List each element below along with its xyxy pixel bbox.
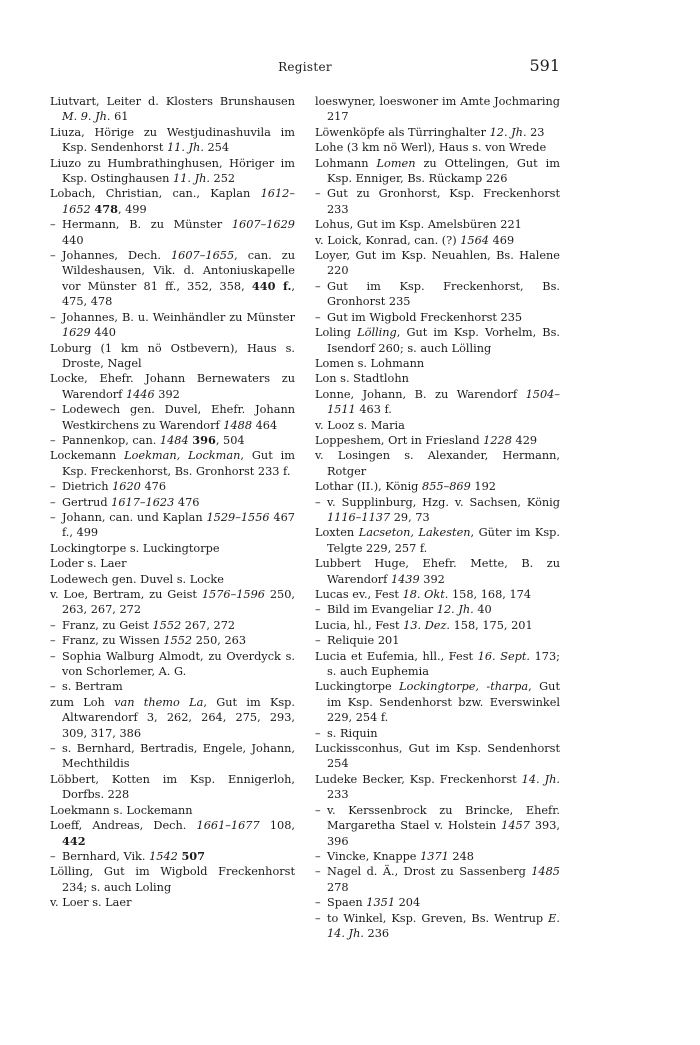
entry-dash: – [50, 618, 56, 632]
entry-dash: – [50, 849, 56, 863]
entry-italic-text: 1661–1677 [196, 819, 260, 833]
entry-text: Locke, Ehefr. Johann Bernewaters zu Warendorf [50, 372, 295, 401]
entry-text: s. Riquin [327, 726, 378, 740]
entry-italic-text: 13. Dez. [403, 618, 450, 632]
entry-text: Johannes, Dech. [62, 249, 171, 263]
entry-text: zum Loh [50, 695, 115, 709]
index-subentry [315, 911, 560, 942]
index-entry [315, 772, 560, 803]
entry-italic-text: 1446 [125, 387, 155, 401]
index-entry [50, 864, 295, 895]
entry-text: 252 [209, 172, 236, 186]
entry-italic-text: 1617–1623 [111, 495, 175, 509]
entry-dash: – [315, 911, 321, 925]
index-entry [315, 649, 560, 680]
entry-text: Lohus, Gut im Ksp. Amelsbüren 221 [315, 218, 522, 232]
running-head: Register [278, 60, 332, 74]
index-entry [50, 125, 295, 156]
entry-bold-text: 478 [94, 201, 118, 216]
entry-italic-text: 1542 [149, 849, 178, 863]
entry-text: Loeff, Andreas, Dech. [50, 819, 197, 833]
entry-bold-text: 442 [62, 833, 86, 848]
entry-italic-text: 1620 [112, 480, 141, 494]
entry-italic-text: 18. Okt. [402, 588, 449, 601]
index-subentry [50, 633, 295, 648]
index-subentry [50, 402, 295, 433]
entry-italic-text: Lacseton, Lakesten [358, 526, 471, 540]
index-entry [50, 156, 295, 187]
index-entry [315, 233, 560, 248]
entry-dash: – [50, 742, 56, 756]
entry-text: Lockemann [50, 449, 125, 463]
index-entry [315, 217, 560, 232]
entry-italic-text: 1529–1556 [206, 510, 270, 524]
entry-text: Gertrud [62, 495, 112, 509]
entry-italic-text: 1564 [460, 233, 489, 247]
entry-italic-text: 855–869 [422, 480, 471, 494]
entry-text: 173; s. auch Euphemia [327, 649, 560, 679]
entry-text: Lothar (II.), König [315, 480, 423, 494]
index-entry [50, 94, 295, 125]
index-entry [315, 556, 560, 587]
index-subentry [50, 433, 295, 448]
index-entry [315, 433, 560, 448]
index-entry [50, 895, 295, 910]
entry-text: Bernhard, Vik. [62, 849, 150, 863]
index-entry [50, 541, 295, 556]
entry-italic-text: 1629 [62, 326, 91, 340]
entry-text: v. Looz s. Maria [315, 418, 405, 432]
entry-italic-text: Loekman, Lockman [124, 449, 241, 463]
entry-italic-text: 1488 [223, 418, 253, 432]
entry-text: , Gut im Ksp. Freckenhorst, Bs. Gronhorst 233 f. [62, 449, 295, 478]
entry-dash: – [50, 634, 56, 648]
entry-italic-text: 16. Sept. [477, 649, 531, 663]
entry-text: 158, 175, 201 [449, 618, 533, 632]
entry-text: 29, 73 [390, 510, 430, 524]
entry-italic-text: Lomen [376, 156, 416, 170]
entry-text: Loder s. Laer [50, 557, 127, 571]
entry-text: Gut zu Gronhorst, Ksp. Freckenhorst 233 [327, 187, 560, 216]
entry-text: Franz, zu Geist [62, 618, 153, 632]
index-subentry [315, 849, 560, 864]
entry-text: Lockingtorpe s. Luckingtorpe [50, 541, 220, 555]
entry-text: Lon s. Stadtlohn [315, 372, 409, 386]
entry-text: Liuzo zu Humbrathinghusen, Höriger im Ksp. Ostinghausen [50, 156, 295, 186]
entry-text: Nagel d. Ä., Drost zu Sassenberg [327, 865, 532, 879]
entry-text: Löbbert, Kotten im Ksp. Ennigerloh, Dorfbs. 228 [50, 772, 295, 802]
index-subentry [50, 248, 295, 310]
entry-italic-text: 1552 [152, 618, 182, 632]
entry-text: v. Loer s. Laer [50, 896, 132, 910]
entry-italic-text: 11. Jh. [173, 172, 210, 186]
entry-text: Loling [315, 326, 358, 340]
index-subentry [50, 649, 295, 680]
index-subentry [315, 803, 560, 849]
entry-dash: – [50, 480, 56, 494]
entry-text: 392 [419, 572, 445, 586]
entry-text: Lomen s. Lohmann [315, 356, 425, 370]
entry-dash: – [50, 249, 56, 263]
entry-text: 192 [470, 480, 496, 494]
entry-text: Liuza, Hörige zu Westjudinashuvila im Ksp. Sendenhorst [50, 125, 295, 155]
entry-text: 464 [252, 418, 278, 432]
entry-italic-text: van themo La [114, 695, 204, 709]
index-subentry [315, 310, 560, 325]
entry-text: 250, 263 [192, 634, 247, 648]
entry-italic-text: 1457 [501, 819, 530, 833]
index-entry [315, 479, 560, 494]
index-subentry [50, 741, 295, 772]
entry-text: 158, 168, 174 [448, 588, 532, 601]
entry-dash: – [50, 510, 56, 524]
entry-text: Lucia et Eufemia, hll., Fest [315, 649, 478, 663]
entry-dash: – [50, 495, 56, 509]
entry-text: Gut im Wigbold Freckenhorst 235 [327, 310, 523, 324]
entry-italic-text: 12. Jh. [489, 125, 527, 139]
entry-dash: – [315, 896, 321, 910]
index-subentry [50, 495, 295, 510]
entry-text: Loxten [315, 526, 359, 540]
entry-text: 61 [110, 110, 129, 124]
index-entry [315, 325, 560, 356]
index-entry [315, 156, 560, 187]
index-column-right [315, 94, 560, 941]
index-entry [315, 418, 560, 433]
entry-text: Loburg (1 km nö Ostbevern), Haus s. Droste, Nagel [50, 341, 295, 370]
index-subentry [50, 849, 295, 864]
entry-text: Lodewech gen. Duvel, Ehefr. Johann Westkirchens zu Warendorf [62, 403, 295, 432]
index-entry [50, 803, 295, 818]
index-subentry [315, 495, 560, 526]
entry-bold-text: 396 [192, 432, 216, 447]
entry-dash: – [50, 218, 56, 232]
index-subentry [315, 633, 560, 648]
entry-text: Liutvart, Leiter d. Klosters Brunshausen [50, 95, 295, 108]
entry-text: Löwenköpfe als Türringhalter [315, 125, 490, 139]
entry-text: , 475, 478 [62, 279, 295, 309]
entry-text: Lölling, Gut im Wigbold Freckenhorst 234; s. auch Loling [50, 865, 295, 894]
index-entry [315, 448, 560, 479]
index-entry [315, 140, 560, 155]
entry-text: v. Losingen s. Alexander, Hermann, Rotger [315, 449, 560, 478]
entry-italic-text: M. 9. Jh. [62, 110, 111, 124]
entry-text: 440 [90, 326, 116, 340]
entry-text: Luckissconhus, Gut im Ksp. Sendenhorst 254 [315, 742, 560, 771]
entry-text: Hermann, B. zu Münster [62, 218, 232, 232]
entry-text: Lobach, Christian, can., Kaplan [50, 187, 261, 201]
entry-italic-text: 1351 [366, 896, 396, 910]
entry-text: , 499 [117, 202, 147, 216]
index-entry [50, 695, 295, 741]
entry-italic-text: Lockingtorpe, -tharpa [399, 680, 529, 694]
entry-text: 267, 272 [181, 618, 236, 632]
entry-text: Loppeshem, Ort in Friesland [315, 433, 484, 447]
index-subentry [50, 217, 295, 248]
entry-italic-text: 14. Jh. [521, 772, 560, 786]
index-entry [315, 248, 560, 279]
entry-italic-text: 12. Jh. [436, 603, 474, 617]
entry-dash: – [50, 403, 56, 417]
entry-text: 23 [526, 125, 545, 139]
entry-dash: – [50, 310, 56, 324]
entry-text: Lonne, Johann, B. zu Warendorf [315, 387, 526, 401]
entry-text: s. Bertram [62, 680, 123, 694]
index-entry [50, 186, 295, 217]
entry-text: Lodewech gen. Duvel s. Locke [50, 572, 224, 586]
entry-text: to Winkel, Ksp. Greven, Bs. Wentrup [327, 911, 549, 925]
page-header [50, 56, 560, 86]
entry-text: 40 [473, 603, 492, 617]
entry-text: Sophia Walburg Almodt, zu Overdyck s. von Schorlemer, A. G. [62, 649, 295, 679]
index-entry [315, 618, 560, 633]
entry-italic-text: 1228 [483, 433, 512, 447]
index-subentry [50, 618, 295, 633]
index-column-left [50, 94, 295, 911]
entry-text: Vincke, Knappe [327, 849, 421, 863]
entry-dash: – [50, 680, 56, 694]
entry-text: 429 [511, 433, 538, 447]
entry-text: Johannes, B. u. Weinhändler zu Münster [62, 310, 295, 324]
entry-dash: – [315, 603, 321, 617]
entry-text: Lucas ev., Fest [315, 588, 403, 601]
index-subentry [315, 279, 560, 310]
entry-text: 204 [395, 896, 421, 910]
entry-italic-text: 1485 [531, 865, 560, 879]
entry-text: 392 [154, 387, 180, 401]
entry-text: Lohe (3 km nö Werl), Haus s. von Wrede [315, 141, 547, 155]
entry-text: Pannenkop, can. [62, 433, 160, 447]
entry-text: Dietrich [62, 480, 113, 494]
index-entry [315, 387, 560, 418]
entry-dash: – [315, 849, 321, 863]
entry-italic-text: 1371 [420, 849, 449, 863]
entry-text: 108, [259, 819, 295, 833]
entry-text: zu Ottelingen, Gut im Ksp. Enniger, Bs. Rückamp 226 [327, 156, 560, 186]
entry-dash: – [315, 187, 321, 201]
index-subentry [315, 864, 560, 895]
entry-bold-text: 507 [181, 848, 206, 863]
entry-italic-text: 1116–1137 [327, 510, 391, 524]
entry-dash: – [315, 495, 321, 509]
entry-italic-text: E. 14. Jh. [327, 911, 560, 940]
entry-dash: – [315, 803, 321, 817]
entry-text: 467 f., 499 [62, 510, 295, 540]
index-subentry [315, 602, 560, 617]
page-number: 591 [529, 56, 560, 75]
entry-text: s. Bernhard, Bertradis, Engele, Johann, Mechthildis [62, 742, 295, 771]
index-subentry [50, 510, 295, 541]
index-entry [50, 556, 295, 571]
entry-text: Franz, zu Wissen [62, 634, 164, 648]
entry-text: Luckingtorpe [315, 680, 400, 694]
entry-text: Ludeke Becker, Ksp. Freckenhorst [315, 772, 522, 786]
index-subentry [50, 479, 295, 494]
entry-text: Loekmann s. Lockemann [50, 803, 193, 817]
entry-text: v. Supplinburg, Hzg. v. Sachsen, König [327, 495, 560, 509]
entry-dash: – [315, 726, 321, 740]
index-entry [315, 587, 560, 602]
index-subentry [315, 726, 560, 741]
entry-dash: – [315, 634, 321, 648]
index-entry [315, 371, 560, 386]
index-entry [315, 125, 560, 140]
entry-text: , can. zu Wildeshausen, Vik. d. Antoniuskapelle vor Münster 81 ff., 352, 358, [62, 249, 295, 293]
entry-italic-text: 1552 [163, 634, 193, 648]
index-entry [50, 371, 295, 402]
entry-text: v. Kerssenbrock zu Brincke, Ehefr. Margaretha Stael v. Holstein [327, 803, 560, 833]
index-entry [315, 94, 560, 125]
entry-text: Spaen [327, 896, 367, 910]
entry-text: 476 [174, 495, 200, 509]
entry-text: 463 f. [355, 403, 392, 417]
entry-text: , Güter im Ksp. Telgte 229, 257 f. [327, 526, 560, 555]
entry-text: 248 [448, 849, 474, 863]
entry-text: 250, 263, 267, 272 [62, 588, 296, 617]
index-entry [315, 679, 560, 725]
index-entry [50, 587, 295, 618]
entry-dash: – [315, 279, 321, 293]
entry-text: Johann, can. und Kaplan [62, 510, 207, 524]
index-entry [50, 341, 295, 372]
entry-text: 393, 396 [327, 819, 560, 848]
entry-italic-text: 1612–1652 [62, 187, 295, 216]
entry-italic-text: 1439 [390, 572, 420, 586]
index-entry [50, 572, 295, 587]
index-entry [50, 448, 295, 479]
entry-italic-text: 1484 [159, 433, 189, 447]
entry-text: , Gut im Ksp. Sendenhorst bzw. Everswinkel 229, 254 f. [327, 680, 561, 725]
index-entry [315, 741, 560, 772]
index-subentry [50, 310, 295, 341]
entry-text: 440 [62, 233, 84, 247]
entry-text: Lucia, hl., Fest [315, 618, 404, 632]
entry-text: loeswyner, loeswoner im Amte Jochmaring 217 [315, 95, 560, 124]
entry-text: Gut im Ksp. Freckenhorst, Bs. Gronhorst 235 [327, 279, 560, 309]
entry-italic-text: 1504–1511 [327, 387, 560, 417]
entry-italic-text: 1607–1655 [171, 249, 235, 263]
index-subentry [315, 895, 560, 910]
entry-dash: – [315, 310, 321, 324]
entry-italic-text: Lölling [357, 326, 397, 340]
entry-text: , 504 [215, 433, 245, 447]
entry-text: 254 [203, 141, 230, 155]
entry-text: 469 [489, 233, 515, 247]
entry-text: Bild im Evangeliar [327, 603, 437, 617]
entry-dash: – [50, 433, 56, 447]
index-subentry [50, 679, 295, 694]
entry-text: Reliquie 201 [327, 634, 400, 648]
entry-text: 233 [327, 788, 349, 802]
index-entry [50, 772, 295, 803]
entry-text: Lubbert Huge, Ehefr. Mette, B. zu Warendorf [315, 557, 560, 586]
entry-text: Loyer, Gut im Ksp. Neuahlen, Bs. Halene 220 [315, 249, 560, 278]
entry-italic-text: 11. Jh. [166, 141, 204, 155]
entry-text: 278 [327, 880, 349, 894]
index-subentry [315, 186, 560, 217]
entry-text: , Gut im Ksp. Vorhelm, Bs. Isendorf 260; s. auch Lölling [327, 326, 560, 355]
entry-text: v. Loick, Konrad, can. (?) [315, 233, 461, 247]
entry-dash: – [315, 865, 321, 879]
entry-text: 236 [363, 926, 390, 940]
entry-italic-text: 1607–1629 [231, 218, 295, 232]
index-entry [315, 356, 560, 371]
index-entry [50, 818, 295, 849]
entry-text: Lohmann [315, 156, 377, 170]
entry-bold-text: 440 f. [251, 278, 292, 293]
entry-text: 476 [140, 480, 167, 494]
entry-text: , Gut im Ksp. Altwarendorf 3, 262, 264, 275, 293, 309, 317, 386 [62, 695, 296, 740]
index-entry [315, 525, 560, 556]
entry-text: v. Loe, Bertram, zu Geist [50, 588, 202, 601]
entry-dash: – [50, 649, 56, 663]
entry-italic-text: 1576–1596 [201, 588, 265, 601]
